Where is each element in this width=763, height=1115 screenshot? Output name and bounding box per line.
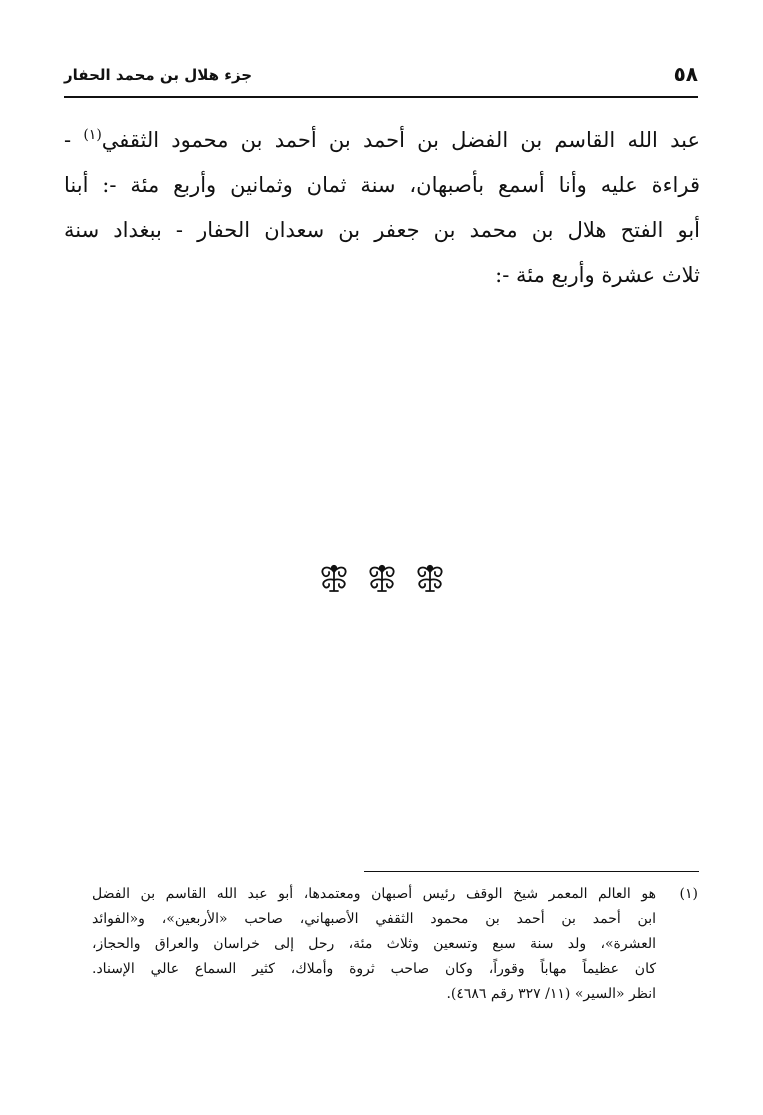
footnote-line: العشرة»، ولد سنة سبع وتسعين وثلاث مئة، رحل إلى خراسان والعراق والحجاز، (92, 936, 656, 952)
footnote-number: (١) (679, 886, 698, 902)
main-text (64, 118, 700, 298)
text-line-content: عبد الله القاسم بن الفضل بن أحمد بن أحمد بن محمود الثقفي (101, 128, 700, 152)
footnote-line: هو العالم المعمر شيخ الوقف رئيس أصبهان ومعتمدها، أبو عبد الله القاسم بن الفضل (92, 886, 656, 902)
footnote-line: انظر «السير» (١١/ ٣٢٧ رقم ٤٦٨٦). (446, 986, 656, 1002)
footnote-marker: (١) (83, 127, 102, 143)
text-line: أبو الفتح هلال بن محمد بن جعفر بن سعدان الحفار - ببغداد سنة (64, 218, 700, 242)
fleuron-icon (412, 560, 448, 594)
fleuron-icon (316, 560, 352, 594)
footnote-line: ابن أحمد بن أحمد بن محمود الثقفي الأصبهاني، صاحب «الأربعين»، و«الفوائد (92, 911, 656, 927)
footnote-text (92, 882, 656, 1007)
footnote-separator (364, 871, 699, 872)
header-rule (64, 96, 698, 98)
footnote-line: كان عظيماً مهاباً وقوراً، وكان صاحب ثروة وأملاك، كثير السماع عالي الإسناد. (92, 961, 656, 977)
text-line: قراءة عليه وأنا أسمع بأصبهان، سنة ثمان وثمانين وأربع مئة -: أبنا (64, 173, 700, 197)
page-number: ٥٨ (673, 62, 698, 86)
text-line (64, 118, 700, 163)
page-header (64, 62, 698, 92)
section-ornament (0, 560, 763, 600)
text-line-suffix: - (64, 128, 84, 152)
footnote (92, 882, 698, 1007)
text-line: ثلاث عشرة وأربع مئة -: (495, 263, 700, 287)
running-title: جزء هلال بن محمد الحفار (64, 66, 253, 84)
fleuron-icon (364, 560, 400, 594)
